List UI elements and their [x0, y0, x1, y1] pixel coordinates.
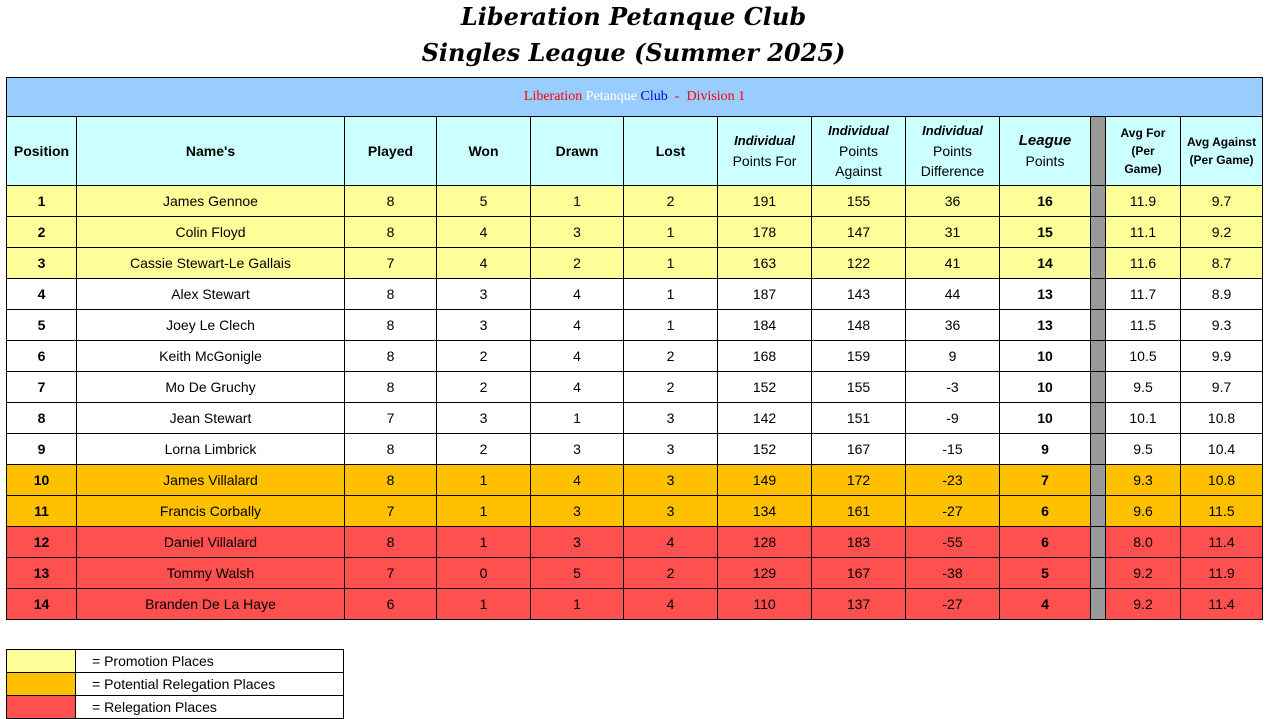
points-against-cell: 122 — [812, 248, 906, 279]
header-points-against — [812, 117, 906, 186]
won-cell: 1 — [437, 496, 531, 527]
league-points-cell: 10 — [1000, 403, 1091, 434]
points-difference-cell: 41 — [906, 248, 1000, 279]
table-row — [7, 527, 1263, 558]
header-points-difference-line1: Individual — [922, 123, 983, 138]
points-for-cell: 152 — [718, 372, 812, 403]
drawn-cell: 4 — [531, 279, 624, 310]
avg-against-cell: 11.4 — [1181, 527, 1263, 558]
won-cell: 1 — [437, 589, 531, 620]
avg-against-cell: 9.2 — [1181, 217, 1263, 248]
header-points-for — [718, 117, 812, 186]
separator-cell — [1091, 279, 1106, 310]
avg-against-cell: 9.9 — [1181, 341, 1263, 372]
played-cell: 8 — [345, 310, 437, 341]
points-for-cell: 152 — [718, 434, 812, 465]
league-points-cell: 9 — [1000, 434, 1091, 465]
league-points-cell: 13 — [1000, 310, 1091, 341]
name-cell: Tommy Walsh — [77, 558, 345, 589]
legend-item — [7, 696, 344, 719]
won-cell: 2 — [437, 434, 531, 465]
points-against-cell: 167 — [812, 434, 906, 465]
played-cell: 6 — [345, 589, 437, 620]
name-cell: Keith McGonigle — [77, 341, 345, 372]
legend-swatch — [7, 650, 76, 673]
name-cell: Daniel Villalard — [77, 527, 345, 558]
name-cell: Colin Floyd — [77, 217, 345, 248]
points-against-cell: 151 — [812, 403, 906, 434]
league-points-cell: 16 — [1000, 186, 1091, 217]
name-cell: Cassie Stewart-Le Gallais — [77, 248, 345, 279]
name-cell: Joey Le Clech — [77, 310, 345, 341]
lost-cell: 2 — [624, 186, 718, 217]
drawn-cell: 1 — [531, 589, 624, 620]
points-for-cell: 110 — [718, 589, 812, 620]
header-avg-against-line1: Avg Against — [1186, 135, 1257, 149]
avg-against-cell: 8.9 — [1181, 279, 1263, 310]
separator-cell — [1091, 372, 1106, 403]
table-row — [7, 589, 1263, 620]
points-for-cell: 149 — [718, 465, 812, 496]
page-title: Liberation Petanque Club — [460, 2, 807, 31]
position-cell: 14 — [7, 589, 77, 620]
lost-cell: 2 — [624, 372, 718, 403]
table-row — [7, 496, 1263, 527]
avg-for-cell: 10.5 — [1106, 341, 1181, 372]
points-for-cell: 191 — [718, 186, 812, 217]
drawn-cell: 3 — [531, 217, 624, 248]
won-cell: 3 — [437, 279, 531, 310]
header-points-for-line2: Points For — [732, 153, 797, 169]
played-cell: 8 — [345, 217, 437, 248]
points-against-cell: 161 — [812, 496, 906, 527]
avg-for-cell: 9.3 — [1106, 465, 1181, 496]
name-cell: James Villalard — [77, 465, 345, 496]
legend-label: = Potential Relegation Places — [76, 673, 344, 696]
points-difference-cell: -15 — [906, 434, 1000, 465]
position-cell: 13 — [7, 558, 77, 589]
division-banner — [7, 78, 1263, 117]
points-difference-cell: 44 — [906, 279, 1000, 310]
legend-swatch — [7, 696, 76, 719]
points-for-cell: 178 — [718, 217, 812, 248]
played-cell: 7 — [345, 558, 437, 589]
lost-cell: 1 — [624, 310, 718, 341]
legend-key — [6, 649, 344, 719]
header-points-difference-line2: Points — [933, 143, 972, 159]
lost-cell: 2 — [624, 558, 718, 589]
position-cell: 5 — [7, 310, 77, 341]
position-cell: 3 — [7, 248, 77, 279]
header-avg-for-line3: Game) — [1124, 162, 1162, 176]
avg-for-cell: 11.9 — [1106, 186, 1181, 217]
header-row — [7, 117, 1263, 186]
points-against-cell: 183 — [812, 527, 906, 558]
played-cell: 7 — [345, 248, 437, 279]
page-subtitle: Singles League (Summer 2025) — [421, 38, 846, 67]
table-row — [7, 248, 1263, 279]
header-league-points-line2: Points — [1025, 153, 1065, 169]
header-name: Name's — [77, 117, 345, 186]
league-points-cell: 7 — [1000, 465, 1091, 496]
header-points-against-line3: Against — [835, 163, 882, 179]
avg-for-cell: 9.2 — [1106, 589, 1181, 620]
banner-division: Division 1 — [686, 89, 746, 104]
avg-for-cell: 10.1 — [1106, 403, 1181, 434]
league-points-cell: 10 — [1000, 372, 1091, 403]
table-row — [7, 465, 1263, 496]
league-points-cell: 13 — [1000, 279, 1091, 310]
won-cell: 2 — [437, 341, 531, 372]
points-difference-cell: -3 — [906, 372, 1000, 403]
drawn-cell: 4 — [531, 341, 624, 372]
table-row — [7, 279, 1263, 310]
played-cell: 8 — [345, 372, 437, 403]
lost-cell: 1 — [624, 279, 718, 310]
points-against-cell: 147 — [812, 217, 906, 248]
lost-cell: 1 — [624, 217, 718, 248]
header-points-against-line1: Individual — [828, 123, 889, 138]
legend-label: = Promotion Places — [76, 650, 344, 673]
avg-for-cell: 9.6 — [1106, 496, 1181, 527]
points-against-cell: 137 — [812, 589, 906, 620]
position-cell: 8 — [7, 403, 77, 434]
header-avg-against-line2: (Per Game) — [1189, 153, 1254, 167]
avg-for-cell: 8.0 — [1106, 527, 1181, 558]
points-difference-cell: -23 — [906, 465, 1000, 496]
table-row — [7, 217, 1263, 248]
avg-against-cell: 11.4 — [1181, 589, 1263, 620]
won-cell: 4 — [437, 217, 531, 248]
points-against-cell: 155 — [812, 186, 906, 217]
separator-cell — [1091, 527, 1106, 558]
avg-against-cell: 10.8 — [1181, 403, 1263, 434]
league-points-cell: 15 — [1000, 217, 1091, 248]
drawn-cell: 3 — [531, 496, 624, 527]
drawn-cell: 4 — [531, 372, 624, 403]
lost-cell: 4 — [624, 527, 718, 558]
position-cell: 6 — [7, 341, 77, 372]
table-row — [7, 341, 1263, 372]
avg-for-cell: 9.5 — [1106, 372, 1181, 403]
table-row — [7, 186, 1263, 217]
points-difference-cell: -27 — [906, 589, 1000, 620]
banner-dash: - — [674, 89, 680, 104]
league-points-cell: 10 — [1000, 341, 1091, 372]
points-for-cell: 134 — [718, 496, 812, 527]
drawn-cell: 3 — [531, 527, 624, 558]
played-cell: 8 — [345, 465, 437, 496]
legend-swatch — [7, 673, 76, 696]
separator-cell — [1091, 341, 1106, 372]
separator-cell — [1091, 465, 1106, 496]
banner-word-liberation: Liberation — [523, 89, 583, 104]
table-row — [7, 372, 1263, 403]
drawn-cell: 2 — [531, 248, 624, 279]
points-for-cell: 184 — [718, 310, 812, 341]
avg-against-cell: 8.7 — [1181, 248, 1263, 279]
lost-cell: 3 — [624, 465, 718, 496]
won-cell: 4 — [437, 248, 531, 279]
separator-cell — [1091, 186, 1106, 217]
drawn-cell: 1 — [531, 403, 624, 434]
avg-against-cell: 9.3 — [1181, 310, 1263, 341]
name-cell: Francis Corbally — [77, 496, 345, 527]
header-avg-against — [1181, 117, 1263, 186]
avg-for-cell: 11.1 — [1106, 217, 1181, 248]
position-cell: 9 — [7, 434, 77, 465]
avg-against-cell: 10.4 — [1181, 434, 1263, 465]
league-points-cell: 14 — [1000, 248, 1091, 279]
name-cell: Alex Stewart — [77, 279, 345, 310]
lost-cell: 3 — [624, 434, 718, 465]
table-body — [7, 186, 1263, 620]
name-cell: Mo De Gruchy — [77, 372, 345, 403]
name-cell: Jean Stewart — [77, 403, 345, 434]
won-cell: 1 — [437, 527, 531, 558]
points-difference-cell: 36 — [906, 310, 1000, 341]
drawn-cell: 3 — [531, 434, 624, 465]
avg-against-cell: 11.9 — [1181, 558, 1263, 589]
played-cell: 8 — [345, 434, 437, 465]
separator-cell — [1091, 434, 1106, 465]
separator-cell — [1091, 217, 1106, 248]
points-against-cell: 159 — [812, 341, 906, 372]
table-row — [7, 310, 1263, 341]
position-cell: 7 — [7, 372, 77, 403]
header-points-difference-line3: Difference — [920, 163, 985, 179]
points-against-cell: 148 — [812, 310, 906, 341]
points-for-cell: 142 — [718, 403, 812, 434]
name-cell: James Gennoe — [77, 186, 345, 217]
header-position: Position — [7, 117, 77, 186]
header-drawn: Drawn — [531, 117, 624, 186]
points-difference-cell: -9 — [906, 403, 1000, 434]
header-avg-for-line1: Avg For — [1120, 126, 1166, 140]
separator-cell — [1091, 310, 1106, 341]
played-cell: 8 — [345, 279, 437, 310]
header-points-difference — [906, 117, 1000, 186]
separator-cell — [1091, 496, 1106, 527]
name-cell: Lorna Limbrick — [77, 434, 345, 465]
won-cell: 1 — [437, 465, 531, 496]
avg-against-cell: 10.8 — [1181, 465, 1263, 496]
points-for-cell: 128 — [718, 527, 812, 558]
position-cell: 11 — [7, 496, 77, 527]
header-points-for-line1: Individual — [734, 133, 795, 148]
header-league-points-line1: League — [1018, 132, 1072, 149]
lost-cell: 2 — [624, 341, 718, 372]
legend-item — [7, 673, 344, 696]
points-difference-cell: -55 — [906, 527, 1000, 558]
header-league-points — [1000, 117, 1091, 186]
points-for-cell: 163 — [718, 248, 812, 279]
legend-label: = Relegation Places — [76, 696, 344, 719]
column-separator — [1091, 117, 1106, 186]
points-against-cell: 155 — [812, 372, 906, 403]
won-cell: 5 — [437, 186, 531, 217]
points-difference-cell: -27 — [906, 496, 1000, 527]
position-cell: 4 — [7, 279, 77, 310]
played-cell: 7 — [345, 403, 437, 434]
league-points-cell: 6 — [1000, 496, 1091, 527]
position-cell: 2 — [7, 217, 77, 248]
separator-cell — [1091, 403, 1106, 434]
lost-cell: 3 — [624, 496, 718, 527]
table-row — [7, 403, 1263, 434]
avg-against-cell: 9.7 — [1181, 372, 1263, 403]
league-points-cell: 4 — [1000, 589, 1091, 620]
drawn-cell: 5 — [531, 558, 624, 589]
points-against-cell: 143 — [812, 279, 906, 310]
won-cell: 2 — [437, 372, 531, 403]
points-difference-cell: 36 — [906, 186, 1000, 217]
played-cell: 8 — [345, 341, 437, 372]
header-lost: Lost — [624, 117, 718, 186]
points-for-cell: 168 — [718, 341, 812, 372]
league-points-cell: 5 — [1000, 558, 1091, 589]
points-difference-cell: 31 — [906, 217, 1000, 248]
avg-against-cell: 9.7 — [1181, 186, 1263, 217]
table-row — [7, 558, 1263, 589]
name-cell: Branden De La Haye — [77, 589, 345, 620]
banner-word-petanque: Petanque — [585, 89, 638, 104]
avg-for-cell: 11.7 — [1106, 279, 1181, 310]
points-against-cell: 167 — [812, 558, 906, 589]
banner-word-club: Club — [640, 89, 668, 104]
points-difference-cell: 9 — [906, 341, 1000, 372]
played-cell: 7 — [345, 496, 437, 527]
points-for-cell: 129 — [718, 558, 812, 589]
won-cell: 0 — [437, 558, 531, 589]
lost-cell: 1 — [624, 248, 718, 279]
header-won: Won — [437, 117, 531, 186]
header-avg-for-line2: (Per — [1131, 144, 1155, 158]
points-for-cell: 187 — [718, 279, 812, 310]
separator-cell — [1091, 589, 1106, 620]
position-cell: 1 — [7, 186, 77, 217]
header-played: Played — [345, 117, 437, 186]
avg-for-cell: 11.6 — [1106, 248, 1181, 279]
position-cell: 12 — [7, 527, 77, 558]
header-points-against-line2: Points — [839, 143, 878, 159]
table-row — [7, 434, 1263, 465]
drawn-cell: 4 — [531, 465, 624, 496]
header-avg-for — [1106, 117, 1181, 186]
avg-for-cell: 11.5 — [1106, 310, 1181, 341]
drawn-cell: 1 — [531, 186, 624, 217]
separator-cell — [1091, 558, 1106, 589]
played-cell: 8 — [345, 527, 437, 558]
separator-cell — [1091, 248, 1106, 279]
played-cell: 8 — [345, 186, 437, 217]
points-against-cell: 172 — [812, 465, 906, 496]
position-cell: 10 — [7, 465, 77, 496]
won-cell: 3 — [437, 310, 531, 341]
league-table — [6, 77, 1263, 620]
won-cell: 3 — [437, 403, 531, 434]
avg-for-cell: 9.5 — [1106, 434, 1181, 465]
drawn-cell: 4 — [531, 310, 624, 341]
avg-for-cell: 9.2 — [1106, 558, 1181, 589]
points-difference-cell: -38 — [906, 558, 1000, 589]
lost-cell: 4 — [624, 589, 718, 620]
league-points-cell: 6 — [1000, 527, 1091, 558]
lost-cell: 3 — [624, 403, 718, 434]
legend-item — [7, 650, 344, 673]
avg-against-cell: 11.5 — [1181, 496, 1263, 527]
